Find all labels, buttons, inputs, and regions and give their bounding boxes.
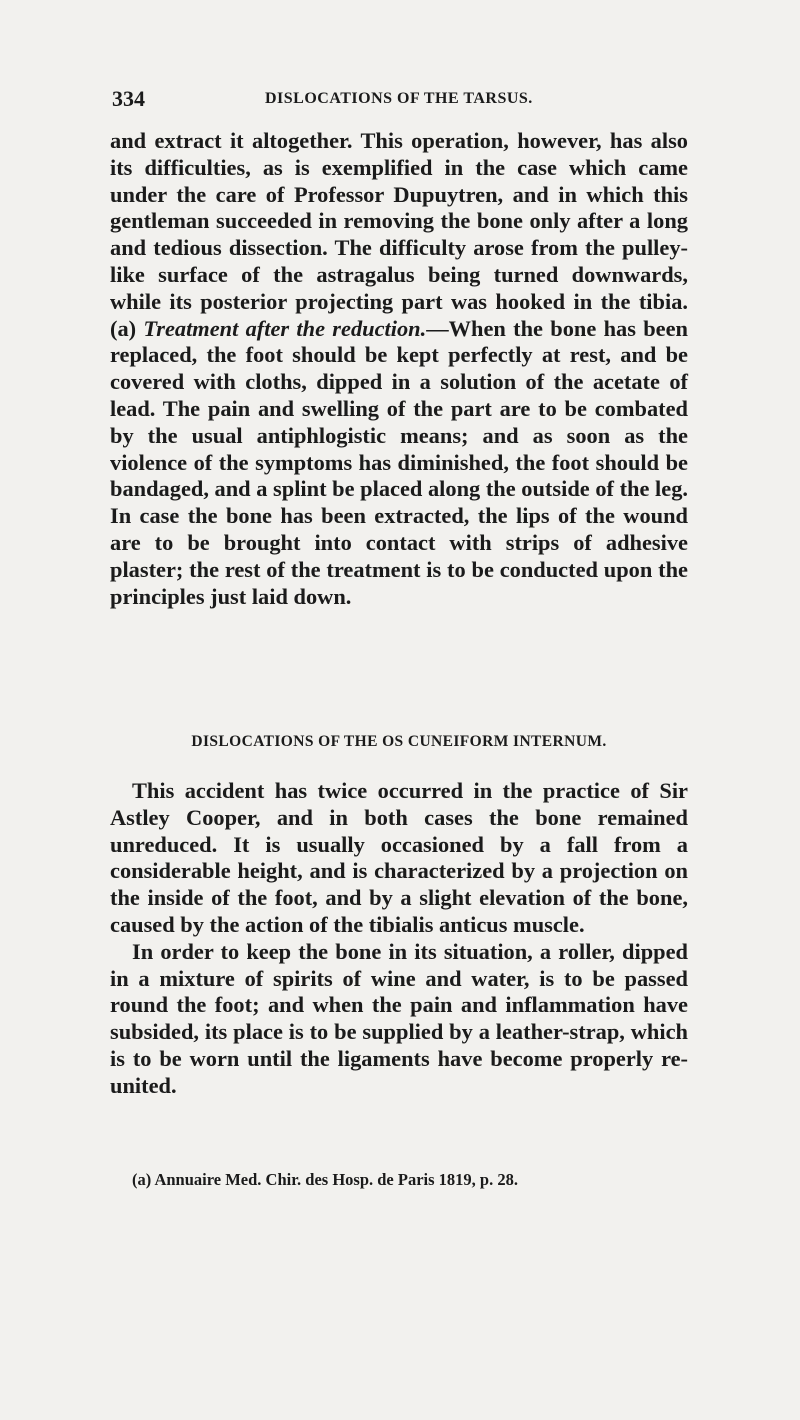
paragraph-text: —When the bone has been replaced, the foot should be kept perfectly at rest, and be covered with cloths, dipped in a solution of the acetate of lead. The pain and swelling of the part are to be combated by the usual antiphlogistic means; and as soon as the violence of the symptoms has diminished, the foot should be bandaged, and a splint be placed along the outside of the leg. In case the bone has been extracted, the lips of the wound are to be brought into contact with strips of adhesive plaster; the rest of the treatment is to be conducted upon the principles just laid down. bbox=[110, 315, 688, 609]
section-heading: DISLOCATIONS OF THE OS CUNEIFORM INTERNUM. bbox=[191, 733, 607, 750]
paragraph-text: and extract it altogether. This operation, however, has also its difficulties, as is exemplified in the case which came under the care of Professor Dupuytren, and in which this gentleman succeeded in removing the bone only after a long and tedious dissection. The difficulty arose from the pulley-like surface of the astragalus being turned downwards, while its posterior projecting part was hooked in the tibia. bbox=[110, 128, 688, 314]
footnote-marker: (a) bbox=[132, 1170, 152, 1189]
page-number: 334 bbox=[112, 86, 145, 111]
section-cuneiform-text bbox=[110, 778, 688, 1100]
footnote-reference: (a) bbox=[110, 315, 137, 341]
paragraph-extraction bbox=[110, 128, 688, 610]
section-tarsus-text bbox=[110, 128, 688, 610]
footnote bbox=[132, 1170, 692, 1190]
footnote-text: Annuaire Med. Chir. des Hosp. de Paris 1819, p. 28. bbox=[154, 1170, 518, 1189]
running-title: DISLOCATIONS OF THE TARSUS. bbox=[265, 90, 533, 107]
paragraph-treatment: In order to keep the bone in its situation, a roller, dipped in a mixture of spirits of wine and water, is to be passed round the foot; and when the pain and inflammation have subsided, its place is to be supplied by a leather-strap, which is to be worn until the ligaments have become properly re-united. bbox=[110, 938, 688, 1098]
running-head bbox=[110, 86, 710, 116]
paragraph-accident: This accident has twice occurred in the practice of Sir Astley Cooper, and in both cases the bone remained unreduced. It is usually occasioned by a fall from a considerable height, and is characterized by a projection on the inside of the foot, and by a slight elevation of the bone, caused by the action of the tibialis anticus muscle. bbox=[110, 778, 688, 937]
treatment-heading: Treatment after the reduction. bbox=[143, 315, 427, 341]
